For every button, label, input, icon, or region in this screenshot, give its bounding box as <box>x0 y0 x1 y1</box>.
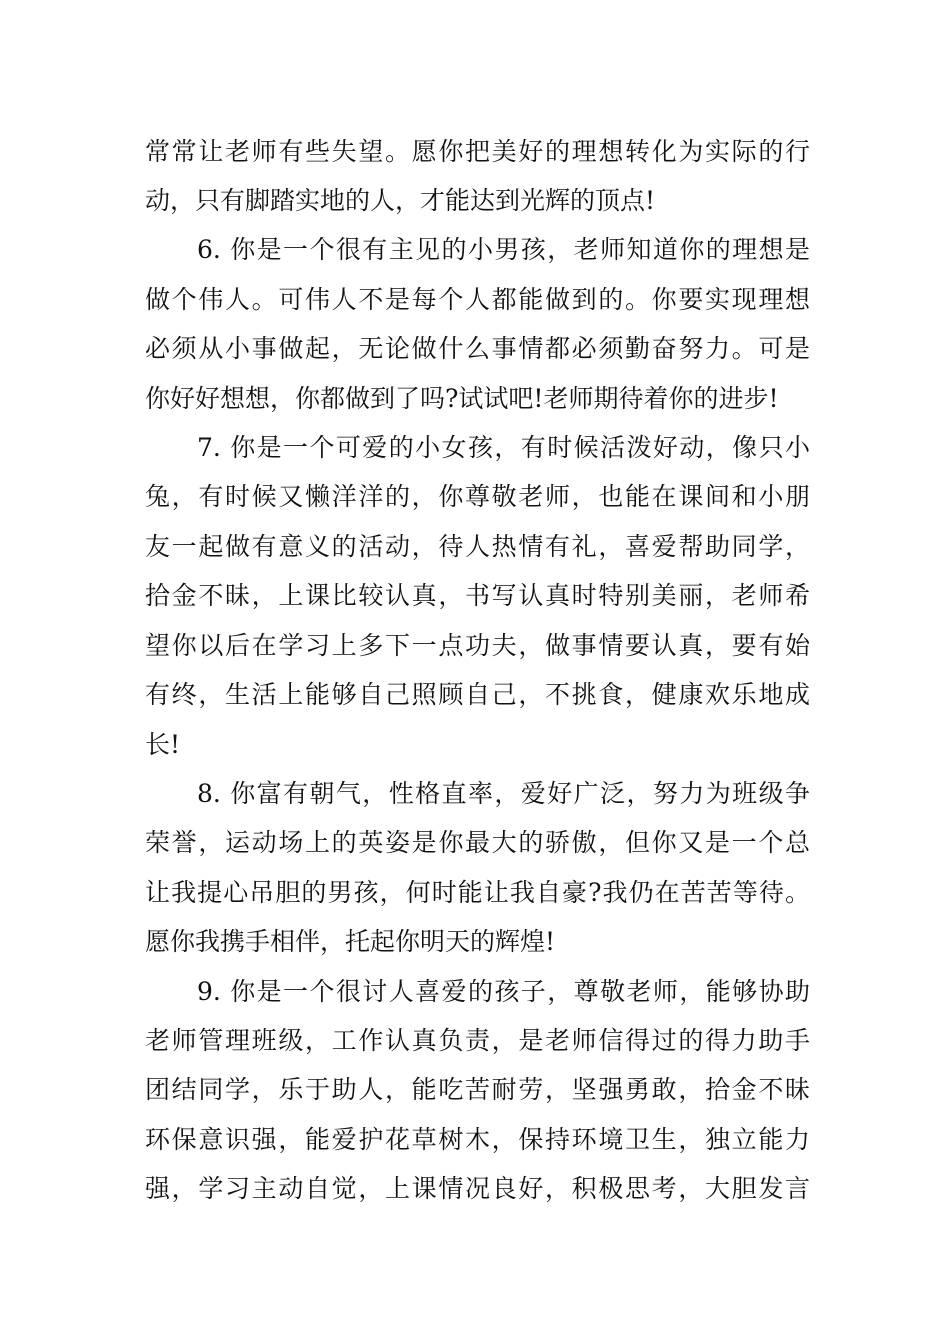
text-line: 动，只有脚踏实地的人，才能达到光辉的顶点! <box>145 186 656 215</box>
text-line: 长! <box>145 730 181 759</box>
text-line: 你好好想想，你都做到了吗?试试吧!老师期待着你的进步! <box>145 384 779 413</box>
text-line: 必须从小事做起，无论做什么事情都必须勤奋努力。可是 <box>145 334 810 363</box>
text-line: 让我提心吊胆的男孩，何时能让我自豪?我仍在苦苦等待。 <box>145 878 810 907</box>
paragraph-6-start: 6. 你是一个很有主见的小男孩，老师知道你的理想是 <box>197 235 810 264</box>
paragraph-8-start: 8. 你富有朝气，性格直率，爱好广泛，努力为班级争 <box>197 779 810 808</box>
paragraph-9-start: 9. 你是一个很讨人喜爱的孩子，尊敬老师，能够协助 <box>197 977 810 1006</box>
text-line: 兔，有时候又懒洋洋的，你尊敬老师，也能在课间和小朋 <box>145 482 810 511</box>
text-line: 老师管理班级，工作认真负责，是老师信得过的得力助手 <box>145 1026 810 1055</box>
text-line: 强，学习主动自觉，上课情况良好，积极思考，大胆发言 <box>145 1174 810 1203</box>
text-line: 荣誉，运动场上的英姿是你最大的骄傲，但你又是一个总 <box>145 828 810 857</box>
text-line: 环保意识强，能爱护花草树木，保持环境卫生，独立能力 <box>145 1125 810 1154</box>
text-line: 团结同学，乐于助人，能吃苦耐劳，坚强勇敢，拾金不昧 <box>145 1075 810 1104</box>
text-line: 拾金不昧，上课比较认真，书写认真时特别美丽，老师希 <box>145 581 810 610</box>
text-line: 愿你我携手相伴，托起你明天的辉煌! <box>145 927 556 956</box>
text-line: 做个伟人。可伟人不是每个人都能做到的。你要实现理想 <box>145 285 810 314</box>
text-line: 友一起做有意义的活动，待人热情有礼，喜爱帮助同学， <box>145 532 810 561</box>
text-line: 常常让老师有些失望。愿你把美好的理想转化为实际的行 <box>145 137 810 166</box>
paragraph-7-start: 7. 你是一个可爱的小女孩，有时候活泼好动，像只小 <box>197 433 810 462</box>
text-line: 望你以后在学习上多下一点功夫，做事情要认真，要有始 <box>145 631 810 660</box>
text-line: 有终，生活上能够自己照顾自己，不挑食，健康欢乐地成 <box>145 680 810 709</box>
